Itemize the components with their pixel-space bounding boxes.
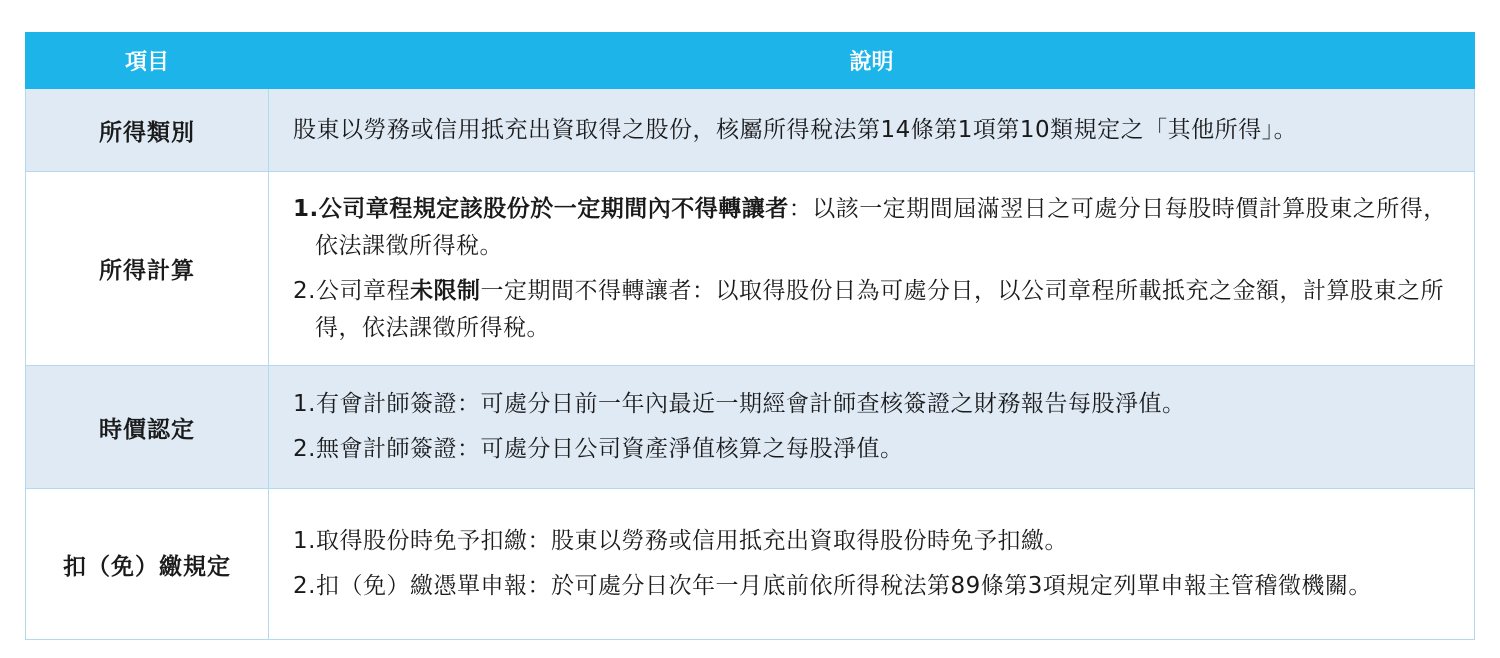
- row-description: [269, 489, 1475, 640]
- tax-rules-table: [25, 32, 1475, 640]
- list-item: [293, 568, 1450, 605]
- table-row-market-price: [26, 366, 1475, 489]
- header-description: 說明: [269, 33, 1475, 89]
- list-text: 無會計師簽證：可處分日公司資產淨值核算之每股淨值。: [315, 436, 904, 462]
- list-item: [293, 523, 1450, 560]
- list-number: 2.: [293, 277, 316, 304]
- list-item: [293, 273, 1450, 347]
- list-text: 有會計師簽證：可處分日前一年內最近一期經會計師查核簽證之財務報告每股淨值。: [315, 391, 1186, 417]
- row-item-label: 所得計算: [26, 172, 269, 366]
- list-number: 1.: [293, 195, 319, 222]
- list-text: 取得股份時免予扣繳：股東以勞務或信用抵充出資取得股份時免予扣繳。: [315, 528, 1068, 554]
- row-description: [269, 172, 1475, 366]
- list-number: 2.: [293, 573, 316, 599]
- row-description: [269, 366, 1475, 489]
- emphasis-text: 未限制: [409, 277, 481, 304]
- row-item-label: 扣（免）繳規定: [26, 489, 269, 640]
- list-text: ：以該一定期間屆滿翌日之可處分日每股時價計算股東之所得，依法課徵所得稅。: [315, 195, 1447, 259]
- row-item-label: 時價認定: [26, 366, 269, 489]
- list-text: 一定期間不得轉讓者：以取得股份日為可處分日，以公司章程所載抵充之金額，計算股東之所得，依法課徵所得稅。: [315, 277, 1444, 341]
- list-number: 1.: [293, 528, 316, 554]
- table-row-income-calculation: [26, 172, 1475, 366]
- table-row-income-category: [26, 89, 1475, 172]
- list-item: [293, 386, 1450, 423]
- header-item: 項目: [26, 33, 269, 89]
- list-text-prefix: 公司章程: [315, 277, 410, 304]
- row-description: [269, 89, 1475, 172]
- row-description-text: 股東以勞務或信用抵充出資取得之股份，核屬所得稅法第14條第1項第10類規定之「其他所得」。: [293, 116, 1298, 143]
- table-row-withholding: [26, 489, 1475, 640]
- list-number: 1.: [293, 391, 316, 417]
- table-header-row: [26, 33, 1475, 89]
- row-item-label: 所得類別: [26, 89, 269, 172]
- list-text: 扣（免）繳憑單申報：於可處分日次年一月底前依所得稅法第89條第3項規定列單申報主管稽徵機關。: [315, 573, 1372, 599]
- emphasis-text: 公司章程規定該股份於一定期間內不得轉讓者: [318, 195, 789, 222]
- list-item: [293, 431, 1450, 468]
- list-item: [293, 191, 1450, 265]
- list-number: 2.: [293, 436, 316, 462]
